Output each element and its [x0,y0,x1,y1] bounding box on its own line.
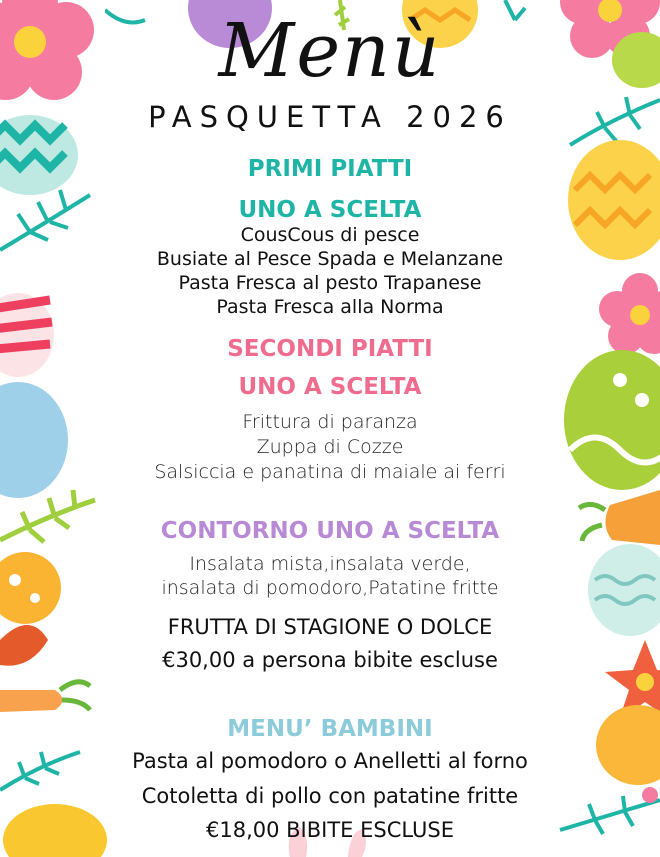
list-item: Cotoletta di pollo con patatine fritte [141,784,519,808]
list-item: Insalata mista,insalata verde, [189,553,471,575]
list-item: Pasta Fresca alla Norma [216,296,444,318]
carrot-icon [0,682,90,712]
price-line: €30,00 a persona bibite escluse [162,648,498,672]
list-item: CousCous di pesce [240,224,420,246]
list-item: Frittura di paranza [242,411,418,433]
contorno-heading: CONTORNO UNO A SCELTA [160,518,500,544]
menu-subtitle: PASQUETTA 2026 [148,100,512,134]
primi-choice: UNO A SCELTA [238,197,422,223]
menu-title: Menù [218,8,442,94]
secondi-choice: UNO A SCELTA [238,374,422,400]
list-item: Pasta al pomodoro o Anelletti al forno [132,749,528,773]
list-item: Zuppa di Cozze [256,436,404,458]
secondi-heading: SECONDI PIATTI [227,336,433,362]
list-item: Pasta Fresca al pesto Trapanese [178,272,482,294]
bambini-heading: MENU’ BAMBINI [227,716,433,742]
list-item: Salsiccia e panatina di maiale ai ferri [154,461,506,483]
list-item: Busiate al Pesce Spada e Melanzane [156,248,504,270]
bambini-price: €18,00 BIBITE ESCLUSE [205,818,454,842]
frutta-line: FRUTTA DI STAGIONE O DOLCE [167,615,493,639]
list-item: insalata di pomodoro,Patatine fritte [161,577,499,599]
primi-heading: PRIMI PIATTI [247,156,413,182]
